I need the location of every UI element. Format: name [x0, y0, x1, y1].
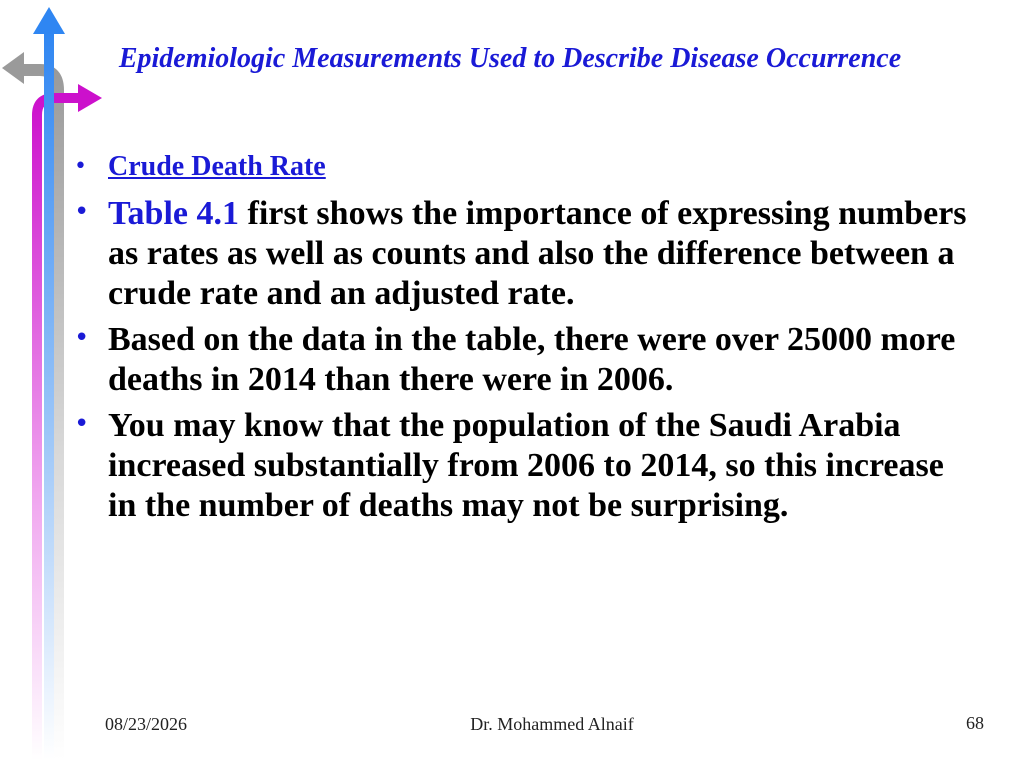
bullet-text: You may know that the population of the Saudi Arabia increased substantially from 2006 to 2014, so this increase in the number of deaths may not be surprising.: [108, 407, 944, 524]
bullet-glyph: •: [74, 323, 90, 353]
bullet-glyph: •: [74, 409, 90, 439]
bullet-text: Based on the data in the table, there were over 25000 more deaths in 2014 than there were in 2006.: [108, 321, 956, 398]
bullet-item-deaths: [60, 320, 970, 400]
bullet-item-table: [60, 194, 970, 314]
bullet-item-crude-death-rate: [60, 150, 970, 184]
bullet-glyph: •: [74, 197, 90, 227]
table-reference: Table 4.1: [108, 195, 240, 232]
footer-date: 08/23/2026: [105, 714, 188, 734]
bullet-glyph: •: [74, 154, 87, 179]
bullet-text: first shows the importance of expressing numbers as rates as well as counts and also the difference between a crude rate and an adjusted rate.: [108, 195, 967, 312]
footer-author: Dr. Mohammed Alnaif: [470, 714, 634, 734]
bullet-item-population: [60, 406, 970, 526]
slide-title: Epidemiologic Measurements Used to Describe Disease Occurrence: [118, 43, 902, 74]
crude-death-rate-link[interactable]: Crude Death Rate: [108, 151, 326, 182]
bullet-list: [60, 150, 970, 532]
page-number: 68: [966, 713, 984, 733]
